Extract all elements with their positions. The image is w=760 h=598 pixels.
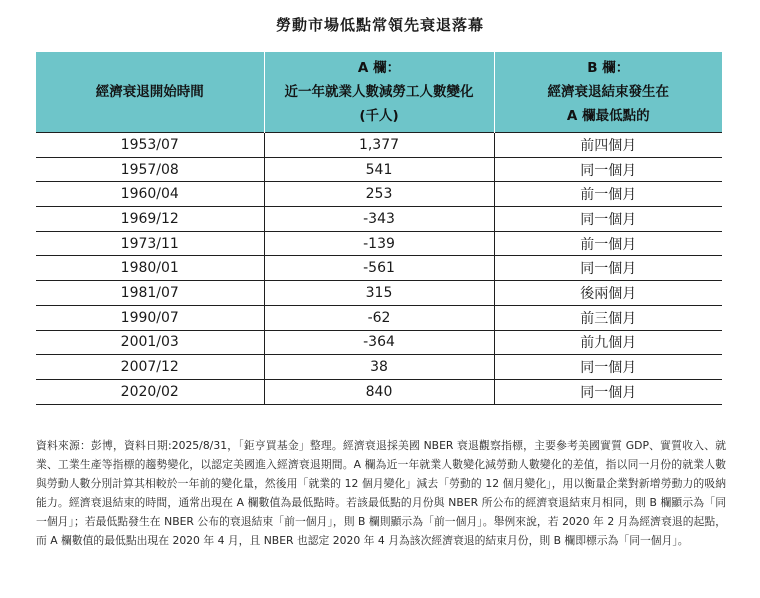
cell-change: -62 <box>264 305 494 330</box>
table-row <box>36 355 722 380</box>
table-row <box>36 157 722 182</box>
cell-change: 315 <box>264 281 494 306</box>
header-recession-start <box>36 52 264 133</box>
cell-timing: 前一個月 <box>494 182 722 207</box>
cell-timing: 同一個月 <box>494 379 722 404</box>
cell-start: 1960/04 <box>36 182 264 207</box>
header-line: 經濟衰退結束發生在 <box>547 84 669 100</box>
table-row <box>36 379 722 404</box>
cell-change: 253 <box>264 182 494 207</box>
cell-start: 1953/07 <box>36 133 264 158</box>
cell-timing: 前四個月 <box>494 133 722 158</box>
cell-timing: 同一個月 <box>494 157 722 182</box>
table-row <box>36 330 722 355</box>
cell-start: 2020/02 <box>36 379 264 404</box>
table-row <box>36 281 722 306</box>
recession-table <box>36 52 722 405</box>
cell-start: 1981/07 <box>36 281 264 306</box>
header-line: 近一年就業人數減勞工人數變化 <box>284 84 474 100</box>
cell-start: 1969/12 <box>36 207 264 232</box>
cell-change: 38 <box>264 355 494 380</box>
header-column-b <box>494 52 722 133</box>
cell-change: -139 <box>264 231 494 256</box>
cell-timing: 前九個月 <box>494 330 722 355</box>
cell-change: 541 <box>264 157 494 182</box>
page-title: 勞動市場低點常領先衰退落幕 <box>275 16 484 34</box>
cell-timing: 同一個月 <box>494 355 722 380</box>
header-line: A 欄： <box>357 60 401 76</box>
cell-change: 840 <box>264 379 494 404</box>
cell-timing: 前一個月 <box>494 231 722 256</box>
cell-start: 1957/08 <box>36 157 264 182</box>
table-row <box>36 305 722 330</box>
cell-timing: 同一個月 <box>494 256 722 281</box>
table-header-row <box>36 52 722 133</box>
table-row <box>36 256 722 281</box>
cell-timing: 同一個月 <box>494 207 722 232</box>
cell-change: -343 <box>264 207 494 232</box>
table-row <box>36 133 722 158</box>
cell-change: -364 <box>264 330 494 355</box>
cell-timing: 後兩個月 <box>494 281 722 306</box>
cell-start: 2001/03 <box>36 330 264 355</box>
cell-change: 1,377 <box>264 133 494 158</box>
table-row <box>36 207 722 232</box>
source-note: 資料來源：彭博，資料日期:2025/8/31，「鉅亨買基金」整理。經濟衰退採美國 NBER 衰退觀察指標，主要參考美國實質 GDP、實質收入、就業、工業生產等指標的趨勢變化，以認定美國進入經濟衰退期間。A 欄為近一年就業人數變化減勞動人數變化的差值，指以同一月份的就業人數與勞動人數分別計算其相較於一年前的變化量，然後用「就業的 12 個月變化」減去「勞動的 12 個月變化」，用以衡量企業對新增勞動力的吸納能力。經濟衰退結束的時間，通常出現在 A 欄數值為最低點時。若該最低點的月份與 NBER 所公布的經濟衰退結束月相同，則 B 欄顯示為「同一個月」；若最低點發生在 NBER 公布的衰退結束「前一個月」，則 B 欄則顯示為「前一個月」。舉例來說，若 2020 年 2 月為經濟衰退的起點，而 A 欄數值的最低點出現在 2020 年 4 月，且 NBER 也認定 2020 年 4 月為該次經濟衰退的結束月份，則 B 欄即標示為「同一個月」。 <box>36 439 726 547</box>
header-line: A 欄最低點的 <box>566 108 650 124</box>
header-line: (千人) <box>359 108 399 124</box>
header-line: 經濟衰退開始時間 <box>95 84 204 100</box>
cell-start: 2007/12 <box>36 355 264 380</box>
cell-start: 1980/01 <box>36 256 264 281</box>
cell-change: -561 <box>264 256 494 281</box>
cell-start: 1973/11 <box>36 231 264 256</box>
cell-start: 1990/07 <box>36 305 264 330</box>
table-row <box>36 182 722 207</box>
header-line: B 欄： <box>587 60 630 76</box>
header-column-a <box>264 52 494 133</box>
cell-timing: 前三個月 <box>494 305 722 330</box>
table-row <box>36 231 722 256</box>
